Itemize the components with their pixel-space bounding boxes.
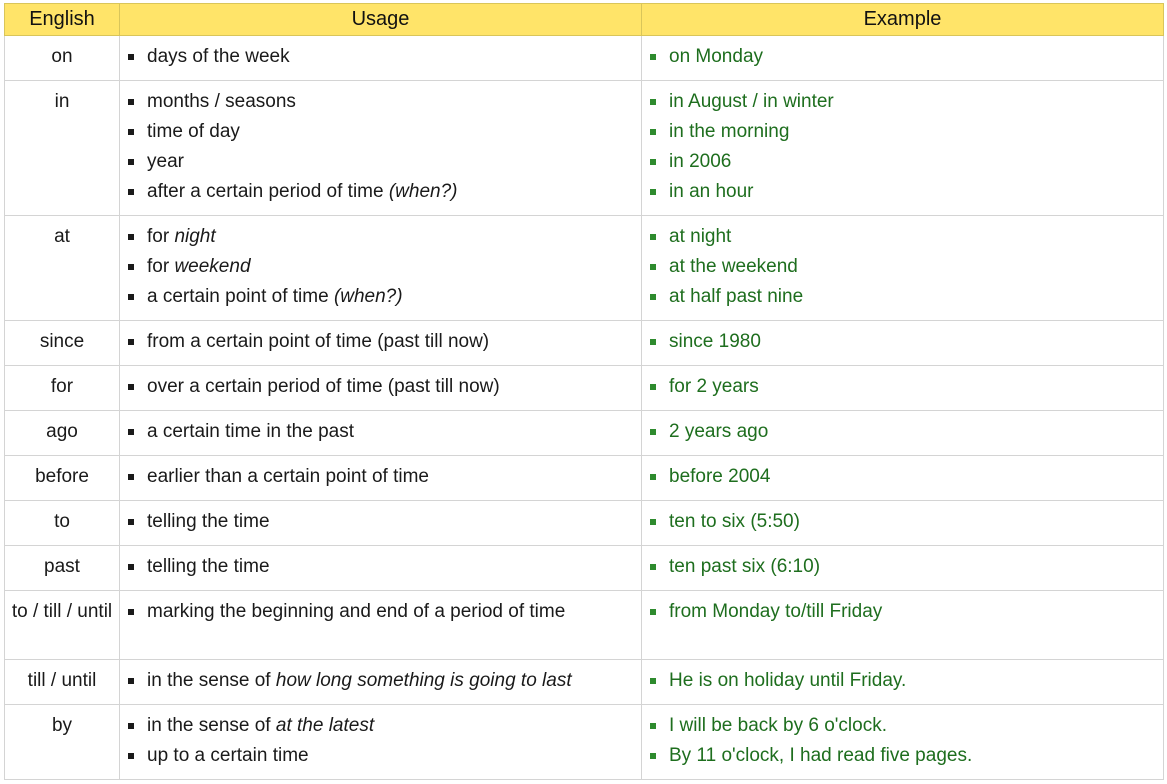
- usage-cell: [120, 216, 642, 321]
- header-example: Example: [642, 4, 1164, 36]
- usage-item: [128, 714, 641, 744]
- usage-list: [120, 456, 641, 500]
- usage-list: [120, 546, 641, 590]
- example-item: in an hour: [650, 180, 1163, 206]
- usage-item: [128, 375, 641, 401]
- table-row: [5, 591, 1164, 660]
- preposition-cell: till / until: [5, 660, 120, 705]
- preposition-cell: past: [5, 546, 120, 591]
- example-item: at half past nine: [650, 285, 1163, 311]
- usage-text: a certain time in the past: [147, 421, 354, 442]
- example-item: ten to six (5:50): [650, 510, 1163, 536]
- example-item: in 2006: [650, 150, 1163, 180]
- usage-emphasis: how long something is going to last: [275, 670, 572, 691]
- usage-item: [128, 600, 641, 626]
- usage-list: [120, 36, 641, 80]
- usage-emphasis: night: [174, 226, 216, 247]
- example-cell: [642, 501, 1164, 546]
- usage-list: [120, 81, 641, 215]
- example-cell: [642, 456, 1164, 501]
- table-body: [5, 36, 1164, 780]
- example-item: on Monday: [650, 45, 1163, 71]
- preposition-cell: by: [5, 705, 120, 780]
- usage-list: [120, 501, 641, 545]
- usage-cell: [120, 546, 642, 591]
- usage-item: [128, 669, 641, 695]
- preposition-cell: on: [5, 36, 120, 81]
- example-list: [642, 591, 1163, 635]
- usage-cell: [120, 501, 642, 546]
- usage-text: after a certain period of time: [147, 181, 389, 202]
- preposition-cell: for: [5, 366, 120, 411]
- table-row: [5, 501, 1164, 546]
- table-row: [5, 366, 1164, 411]
- example-list: [642, 411, 1163, 455]
- usage-cell: [120, 36, 642, 81]
- example-list: [642, 36, 1163, 80]
- usage-cell: [120, 456, 642, 501]
- usage-item: [128, 744, 641, 770]
- example-item: ten past six (6:10): [650, 555, 1163, 581]
- preposition-cell: to: [5, 501, 120, 546]
- example-cell: [642, 411, 1164, 456]
- example-cell: [642, 81, 1164, 216]
- header-row: [5, 4, 1164, 36]
- preposition-cell: before: [5, 456, 120, 501]
- usage-item: [128, 510, 641, 536]
- usage-item: [128, 285, 641, 311]
- usage-item: [128, 90, 641, 120]
- usage-item: [128, 120, 641, 150]
- usage-item: [128, 555, 641, 581]
- table-row: [5, 216, 1164, 321]
- example-item: before 2004: [650, 465, 1163, 491]
- usage-text: for: [147, 226, 175, 247]
- usage-text: months / seasons: [147, 91, 296, 112]
- usage-text: in the sense of: [147, 715, 276, 736]
- usage-text: from a certain point of time (past till now): [147, 331, 490, 352]
- usage-text: telling the time: [147, 556, 270, 577]
- usage-text: for: [147, 256, 175, 277]
- usage-text: a certain point of time: [147, 286, 334, 307]
- preposition-cell: ago: [5, 411, 120, 456]
- usage-emphasis: weekend: [174, 256, 251, 277]
- usage-text: marking the beginning and end of a period of time: [147, 601, 566, 622]
- usage-text: in the sense of: [147, 670, 276, 691]
- table-row: [5, 321, 1164, 366]
- usage-item: [128, 225, 641, 255]
- example-list: [642, 660, 1163, 704]
- usage-text: over a certain period of time (past till now): [147, 376, 500, 397]
- usage-text: up to a certain time: [147, 745, 309, 766]
- usage-cell: [120, 81, 642, 216]
- example-list: [642, 546, 1163, 590]
- example-cell: [642, 366, 1164, 411]
- example-item: in August / in winter: [650, 90, 1163, 120]
- table-row: [5, 546, 1164, 591]
- table-row: [5, 705, 1164, 780]
- example-cell: [642, 546, 1164, 591]
- usage-item: [128, 255, 641, 285]
- usage-item: [128, 150, 641, 180]
- example-cell: [642, 216, 1164, 321]
- usage-list: [120, 411, 641, 455]
- example-item: for 2 years: [650, 375, 1163, 401]
- example-item: at night: [650, 225, 1163, 255]
- example-item: By 11 o'clock, I had read five pages.: [650, 744, 1163, 770]
- usage-text: days of the week: [147, 46, 290, 67]
- usage-text: earlier than a certain point of time: [147, 466, 429, 487]
- example-list: [642, 705, 1163, 779]
- usage-list: [120, 660, 641, 704]
- example-item: I will be back by 6 o'clock.: [650, 714, 1163, 744]
- header-usage: Usage: [120, 4, 642, 36]
- example-list: [642, 321, 1163, 365]
- preposition-cell: in: [5, 81, 120, 216]
- example-item: since 1980: [650, 330, 1163, 356]
- example-list: [642, 366, 1163, 410]
- usage-text: telling the time: [147, 511, 270, 532]
- usage-item: [128, 180, 641, 206]
- usage-list: [120, 216, 641, 320]
- usage-text: year: [147, 151, 184, 172]
- example-cell: [642, 660, 1164, 705]
- table-row: [5, 411, 1164, 456]
- usage-item: [128, 330, 641, 356]
- table-row: [5, 81, 1164, 216]
- example-list: [642, 456, 1163, 500]
- usage-list: [120, 321, 641, 365]
- usage-emphasis: (when?): [333, 286, 403, 307]
- example-item: from Monday to/till Friday: [650, 600, 1163, 626]
- usage-cell: [120, 321, 642, 366]
- table-row: [5, 660, 1164, 705]
- example-cell: [642, 36, 1164, 81]
- example-cell: [642, 591, 1164, 660]
- example-list: [642, 81, 1163, 215]
- table-row: [5, 36, 1164, 81]
- usage-list: [120, 591, 641, 635]
- header-english: English: [5, 4, 120, 36]
- example-item: 2 years ago: [650, 420, 1163, 446]
- example-item: at the weekend: [650, 255, 1163, 285]
- usage-cell: [120, 660, 642, 705]
- usage-item: [128, 465, 641, 491]
- usage-list: [120, 705, 641, 779]
- example-list: [642, 216, 1163, 320]
- usage-text: time of day: [147, 121, 240, 142]
- usage-cell: [120, 591, 642, 660]
- prepositions-of-time-table: [4, 3, 1164, 780]
- usage-list: [120, 366, 641, 410]
- table-row: [5, 456, 1164, 501]
- usage-cell: [120, 411, 642, 456]
- example-cell: [642, 705, 1164, 780]
- usage-emphasis: at the latest: [275, 715, 375, 736]
- usage-item: [128, 45, 641, 71]
- preposition-cell: since: [5, 321, 120, 366]
- usage-item: [128, 420, 641, 446]
- usage-emphasis: (when?): [388, 181, 458, 202]
- usage-cell: [120, 366, 642, 411]
- example-list: [642, 501, 1163, 545]
- preposition-cell: to / till / until: [5, 591, 120, 660]
- example-item: He is on holiday until Friday.: [650, 669, 1163, 695]
- preposition-cell: at: [5, 216, 120, 321]
- example-cell: [642, 321, 1164, 366]
- example-item: in the morning: [650, 120, 1163, 150]
- usage-cell: [120, 705, 642, 780]
